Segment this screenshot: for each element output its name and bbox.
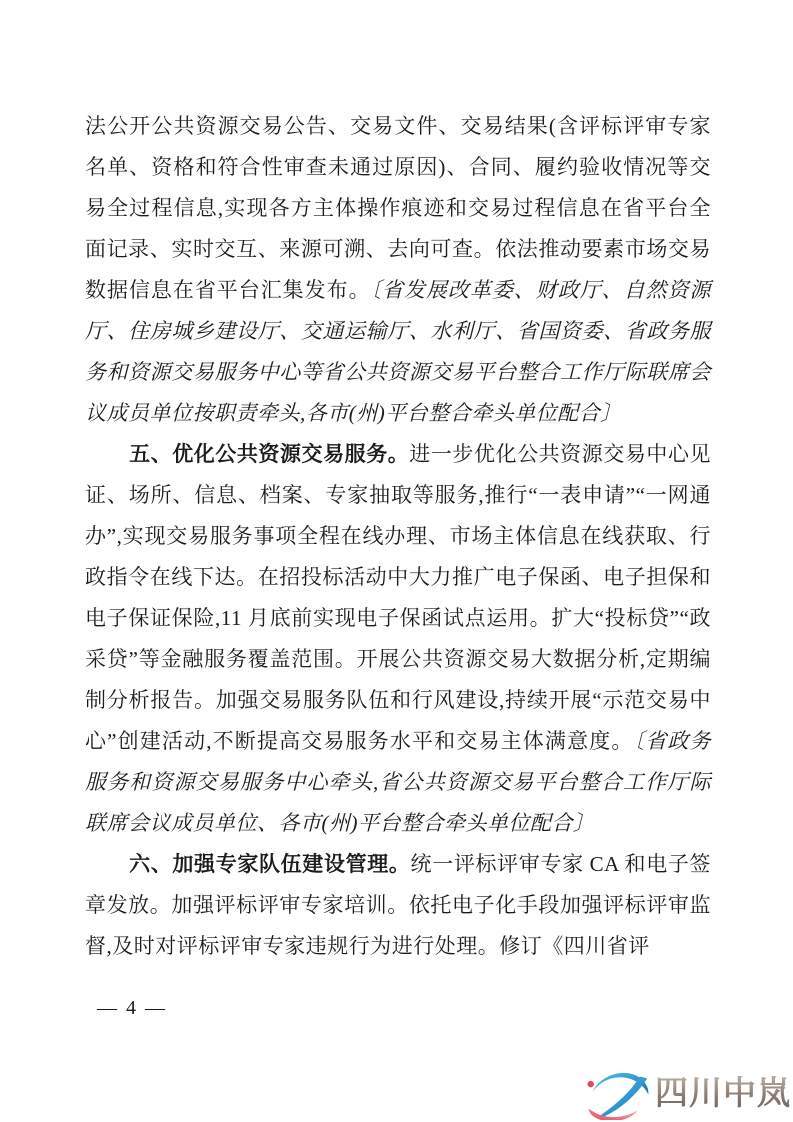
text-segment-heading: 五、优化公共资源交易服务。 bbox=[129, 443, 410, 466]
text-segment-note: 〔省发展改革委、财政厅、自然资源厅、住房城乡建设厅、交通运输厅、水利厅、省国资委、省政务服务和资源交易服务中心等省公共资源交易平台整合工作厅际联席会议成员单位按职责牵头,各市(州)平台整合牵头单位配合〕 bbox=[85, 278, 712, 425]
page-number: — 4 — bbox=[97, 997, 167, 1019]
company-watermark bbox=[586, 1068, 791, 1120]
paragraph bbox=[85, 434, 711, 844]
text-segment-normal: 统一评标评审专家 CA 和电子签章发放。加强评标评审专家培训。依托电子化手段加强评标评审监督,及时对评标评审专家违规行为进行处理。修订《四川省评 bbox=[85, 852, 712, 958]
company-logo-z-icon bbox=[586, 1068, 652, 1120]
document-body bbox=[85, 106, 711, 967]
paragraph bbox=[85, 106, 711, 434]
text-segment-note: 〔省政务服务和资源交易服务中心牵头,省公共资源交易平台整合工作厅际联席会议成员单位、各市(州)平台整合牵头单位配合〕 bbox=[85, 729, 712, 835]
text-segment-normal: 法公开公共资源交易公告、交易文件、交易结果(含评标评审专家名单、资格和符合性审查未通过原因)、合同、履约验收情况等交易全过程信息,实现各方主体操作痕迹和交易过程信息在省平台全面记录、实时交互、来源可溯、去向可查。依法推动要素市场交易数据信息在省平台汇集发布。 bbox=[85, 114, 711, 302]
text-segment-normal: 进一步优化公共资源交易中心见证、场所、信息、档案、专家抽取等服务,推行“一表申请”“一网通办”,实现交易服务事项全程在线办理、市场主体信息在线获取、行政指令在线下达。在招投标活动中大力推广电子保函、电子担保和电子保证保险,11 月底前实现电子保函试点运用。扩大“投标贷”“政采贷”等金融服务覆盖范围。开展公共资源交易大数据分析,定期编制分析报告。加强交易服务队伍和行风建设,持续开展“示范交易中心”创建活动,不断提高交易服务水平和交易主体满意度。 bbox=[85, 442, 711, 753]
paragraph bbox=[85, 844, 711, 967]
company-name: 四川中岚 bbox=[655, 1073, 791, 1111]
text-segment-heading: 六、加强专家队伍建设管理。 bbox=[129, 853, 411, 876]
